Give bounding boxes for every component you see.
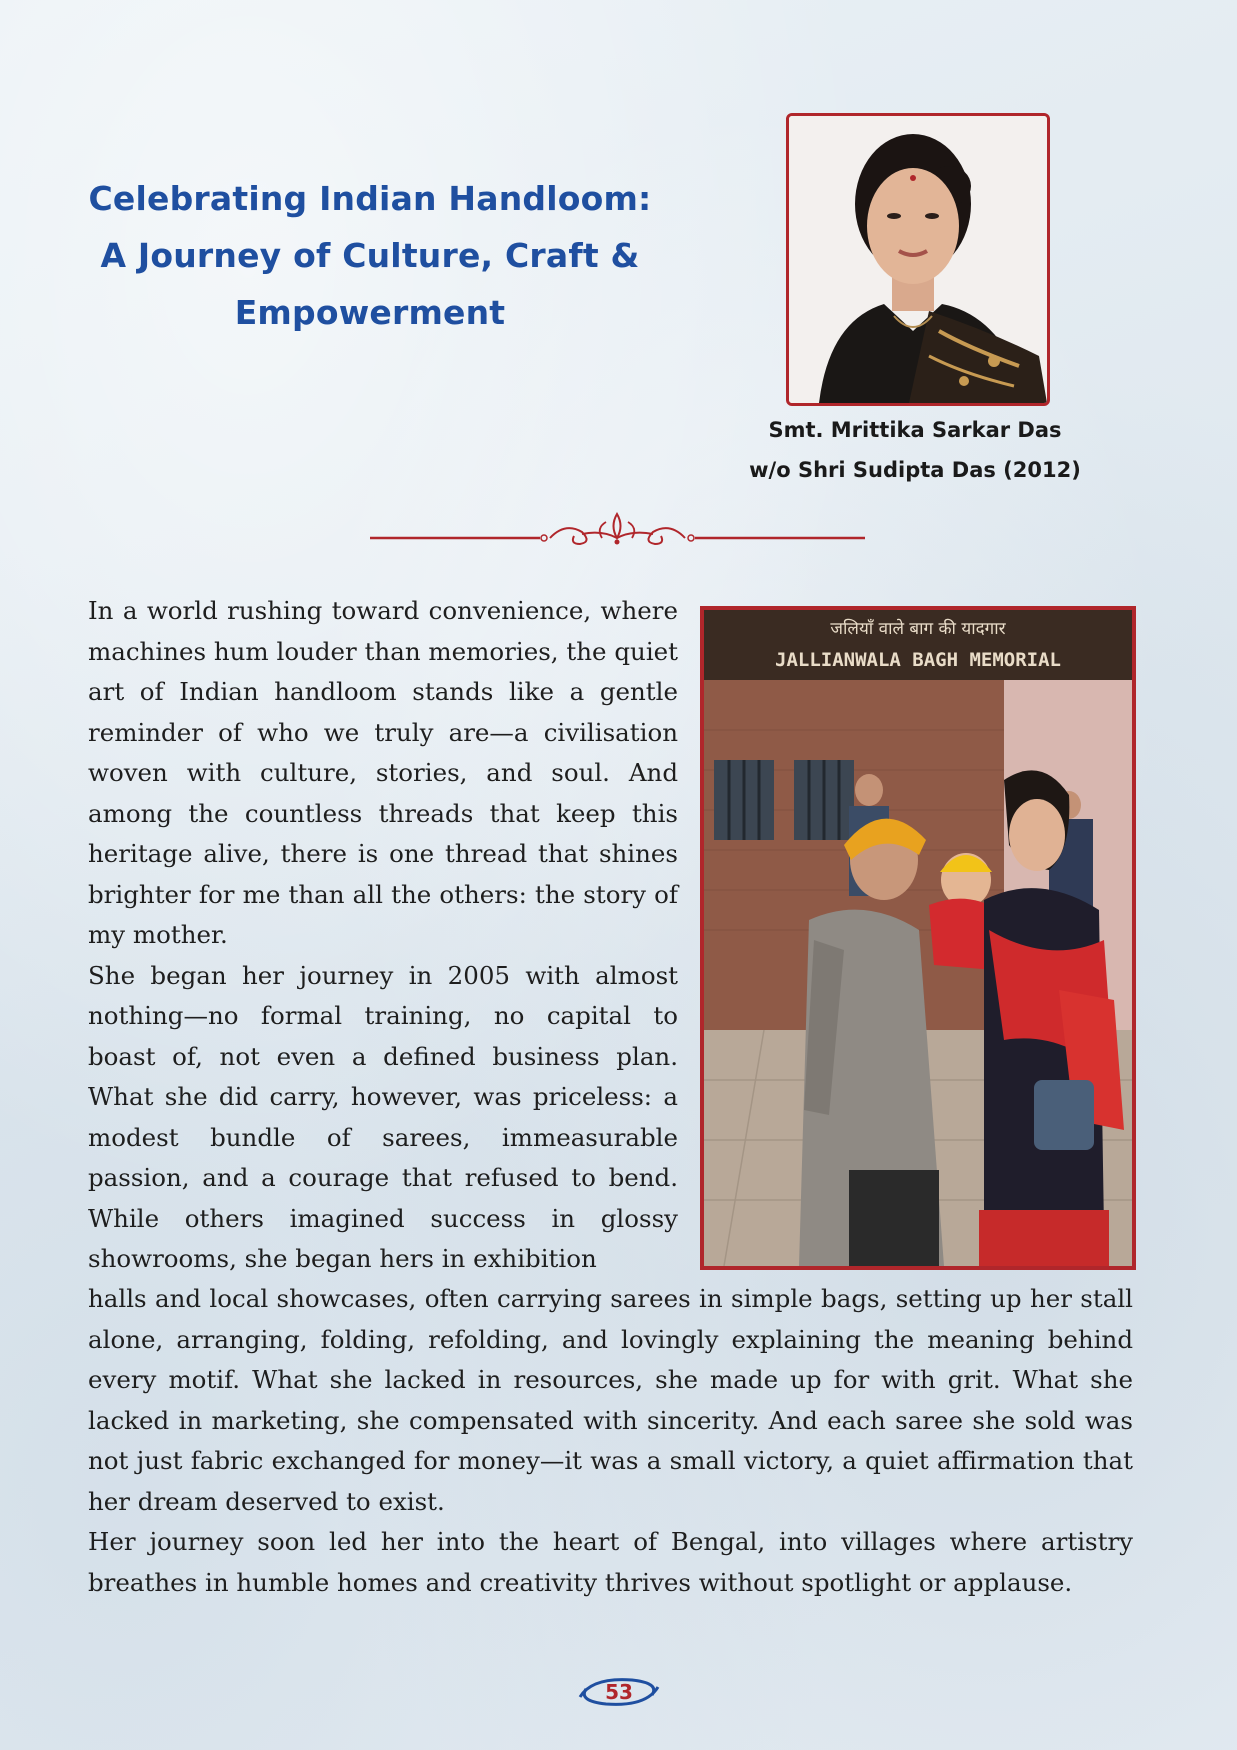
memorial-photo-image <box>704 610 1132 1266</box>
paragraph: halls and local showcases, often carrying sarees in simple bags, setting up her stall alone, arranging, folding, refolding, and lovingly explaining the meaning behind every motif. What she lacked in resources, she made up for with grit. What she lacked in marketing, she compensated with sincerity. And each saree she sold was not just fabric exchanged for money—it was a small victory, a quiet affirmation that her dream deserved to exist. <box>88 1284 1133 1516</box>
paragraph: In a world rushing toward convenience, where machines hum louder than memories, the quiet art of Indian handloom stands like a gentle reminder of who we truly are—a civilisation woven with culture, stories, and soul. And among the countless threads that keep this heritage alive, there is one thread that shines brighter for me than all the others: the story of my mother. <box>88 596 678 949</box>
sign-hindi-text: जलियाँ वाले बाग की यादगार <box>830 619 1006 639</box>
article-title-line-1: Celebrating Indian Handloom: <box>88 179 652 218</box>
article-title-line-3: Empowerment <box>234 293 506 332</box>
page-number <box>572 1675 666 1709</box>
author-portrait-image <box>789 116 1047 403</box>
article-body-full <box>88 1279 1133 1603</box>
sign-english-text: JALLIANWALA BAGH MEMORIAL <box>775 649 1061 671</box>
paragraph: Her journey soon led her into the heart of Bengal, into villages where artistry breathes in humble homes and creativity thrives without spotlight or applause. <box>88 1527 1133 1597</box>
author-portrait <box>786 113 1050 406</box>
memorial-photo <box>700 606 1136 1270</box>
paragraph: She began her journey in 2005 with almost nothing—no formal training, no capital to boast of, not even a defined business plan. What she did carry, however, was priceless: a modest bundle of sarees, immeasurable passion, and a courage that refused to bend. While others imagined success in glossy showrooms, she began hers in exhibition <box>88 960 678 1273</box>
article-title <box>60 170 680 341</box>
ornamental-divider <box>370 508 865 548</box>
article-title-line-2: A Journey of Culture, Craft & <box>100 236 640 275</box>
article-body-column <box>88 591 678 1280</box>
author-relation: w/o Shri Sudipta Das (2012) <box>749 458 1081 482</box>
author-name: Smt. Mrittika Sarkar Das <box>768 418 1062 442</box>
page-number-text: 53 <box>605 1680 633 1704</box>
author-caption <box>700 410 1130 490</box>
